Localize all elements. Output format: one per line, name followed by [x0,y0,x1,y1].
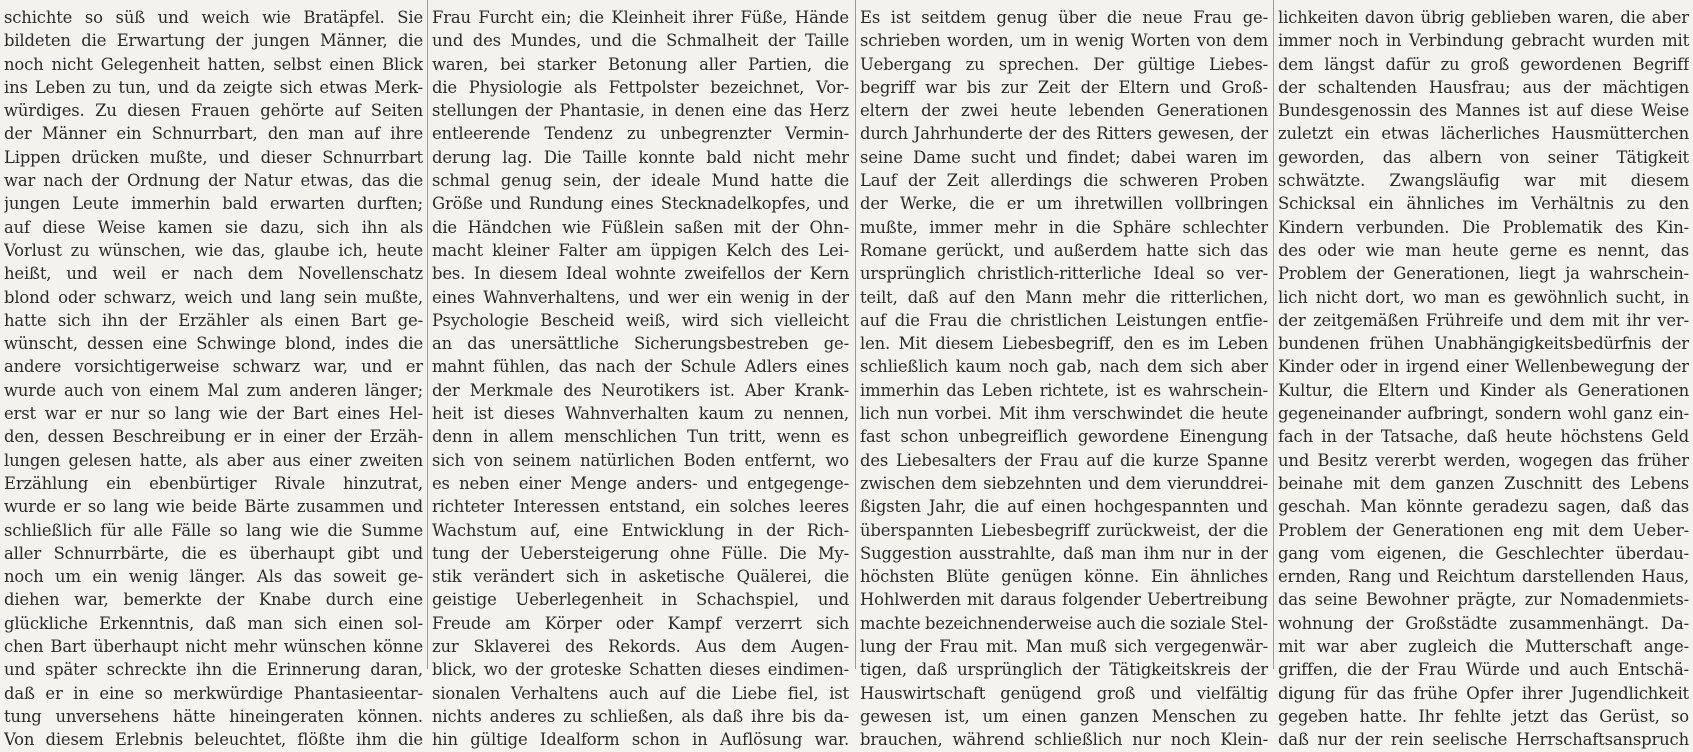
text-line: dem längst dafür zu groß gewordenen Begriff [1278,54,1689,74]
text-line: mit war aber zugleich die Mutterschaft ange- [1278,637,1689,657]
text-line: wohnung der Großstädte zusammenhängt. Da- [1278,613,1689,633]
text-line: denn in allem menschlichen Tun tritt, wenn es [432,427,849,447]
text-line: erst war er nur so lang wie der Bart eines Hel- [4,404,423,424]
text-line: eines Wahnverhaltens, und wer ein wenig in der [432,287,849,307]
text-line: und später schreckte ihn die Erinnerung daran, [4,660,423,680]
text-line: mußte, immer mehr in die Sphäre schlechter [860,217,1268,237]
text-line: daß er in eine so merkwürdige Phantasieentar- [4,683,423,703]
text-line: eltern der zwei heute lebenden Generationen [860,101,1268,121]
text-line: chen Bart überhaupt nicht mehr wünschen könne [4,637,423,657]
text-line: begriff war bis zur Zeit der Eltern und Groß- [860,77,1268,97]
text-line: Lippen drücken mußte, und dieser Schnurrbart [4,147,423,167]
text-line: schließlich kaum noch gab, nach dem sich aber [860,357,1268,377]
text-line: wurde auch von einem Mal zum anderen länger; [4,380,423,400]
text-line: Uebergang zu sprechen. Der gültige Liebes- [860,54,1268,74]
text-line: hin gültige Idealform schon in Auflösung war. [432,730,849,750]
text-line: Romane gerückt, und außerdem hatte sich das [860,240,1268,260]
text-line: durch Jahrhunderte der des Ritters gewesen, der [860,124,1268,144]
text-line: stellungen der Phantasie, in denen eine das Herz [432,101,849,121]
text-line: mahnt fühlen, das nach der Schule Adlers eines [432,357,849,377]
text-line: würdiges. Zu diesen Frauen gehörte auf Seiten [4,101,423,121]
text-line: teilt, daß auf den Mann mehr die ritterlichen, [860,287,1268,307]
text-line: es neben einer Menge anders- und entgegenge- [432,473,849,493]
text-line: des oder wie man heute gerne es nennt, das [1278,240,1689,260]
text-line: zur Sklaverei des Rekords. Aus dem Augen- [432,637,849,657]
text-line: tung der Uebersteigerung ohne Fülle. Die My- [432,543,849,563]
text-line: wurde er so lang wie beide Bärte zusammen und [4,497,423,517]
text-line: gegeben hatte. Ihr fehlte jetzt das Gerüst, so [1278,706,1689,726]
text-line: und Besitz vererbt werden, wogegen das früher [1278,450,1689,470]
text-line: gegeneinander aufbringt, sondern wohl ganz ein- [1278,404,1689,424]
text-line: glückliche Erkenntnis, daß man sich einen sol- [4,613,423,633]
text-line: bildeten die Erwartung der jungen Männer, die [4,31,423,51]
text-line: tung unversehens hätte hineingeraten können. [4,706,423,726]
text-line: Von diesem Erlebnis beleuchtet, flößte ihm die [4,730,423,750]
text-line: Erzählung ein ebenbürtiger Rivale hinzutrat, [4,473,423,493]
text-line: lung der Frau mit. Man muß sich vergegenwär- [860,637,1268,657]
text-line: immerhin das Leben richtete, ist es wahrschein- [860,380,1268,400]
text-line: richteter Interessen entstand, ein solches leeres [432,497,849,517]
text-line: stik verändert sich in asketische Quälerei, die [432,567,849,587]
text-line: Problem der Generationen eng mit dem Ueber- [1278,520,1689,540]
text-line: waren, bei starker Betonung aller Partien, die [432,54,849,74]
text-line: der Männer ein Schnurrbart, den man auf ihre [4,124,423,144]
text-line: lich nicht dort, wo man es gewöhnlich sucht, in [1278,287,1689,307]
text-line: lungen gelesen hatte, als aber aus einer zweiten [4,450,423,470]
text-line: aller Schnurrbärte, die es überhaupt gibt und [4,543,423,563]
text-line: Hohlwerden mit daraus folgender Uebertreibung [860,590,1268,610]
column-rule [427,0,428,669]
text-line: Schicksal ein ähnliches im Verhältnis zu den [1278,194,1689,214]
text-line: immer noch in Verbindung gebracht wurden mit [1278,31,1689,51]
text-line: brauchen, während schließlich nur noch Klein- [860,730,1268,750]
text-line: lichkeiten davon übrig geblieben waren, die aber [1278,8,1689,27]
text-line: hatte sich ihn der Erzähler als einen Bart ge- [4,310,423,330]
text-line: überspannten Liebesbegriff zurückweist, der die [860,520,1268,540]
text-line: bundenen frühen Unabhängigkeitsbedürfnis der [1278,334,1689,354]
text-line: schließlich für alle Fälle so lang wie die Summe [4,520,423,540]
text-line: Kinder oder in irgend einer Wellenbewegung der [1278,357,1689,377]
text-line: an das unersättliche Sicherungsbestreben ge- [432,334,849,354]
text-line: der Werke, die er um ihretwillen vollbringen [860,194,1268,214]
text-line: entleerende Tendenz zu unbegrenzter Vermin- [432,124,849,144]
text-line: gang vom eigenen, die Geschlechter überdau- [1278,543,1689,563]
text-line: Vorlust zu wünschen, wie das, glaube ich, heute [4,240,423,260]
text-line: Kindern verbunden. Die Problematik des Kin- [1278,217,1689,237]
text-line: diehen war, bemerkte der Knabe durch eine [4,590,423,610]
text-line: Psychologie Bescheid weiß, wird sich vielleicht [432,310,849,330]
text-line: wünscht, dessen eine Schwinge blond, indes die [4,334,423,354]
text-line: auf die Frau die christlichen Leistungen entfie- [860,310,1268,330]
text-line: daß nur der rein seelische Herrschaftsanspruch [1278,730,1689,750]
text-line: der schaltenden Hausfrau; aus der mächtigen [1278,77,1689,97]
text-line: len. Mit diesem Liebesbegriff, den es im Leben [860,334,1268,354]
text-line: tigen, daß ursprünglich der Tätigkeitskreis der [860,660,1268,680]
text-line: nichts anderes zu schließen, als daß ihre bis da- [432,706,849,726]
text-line: war nach der Ordnung der Natur etwas, das die [4,171,423,191]
column-rule [1273,0,1274,669]
text-line: und des Mundes, und die Schmalheit der Taille [432,31,849,51]
text-line: die Händchen wie Füßlein saßen mit der Ohn- [432,217,849,237]
text-line: noch nicht Gelegenheit hatten, selbst einen Blick [4,54,423,74]
text-line: schwätzte. Zwangsläufig war mit diesem [1278,171,1689,191]
text-line: geistige Ueberlegenheit in Schachspiel, und [432,590,849,610]
text-line: bes. In diesem Ideal wohnte zweifellos der Kern [432,264,849,284]
text-line: Bundesgenossin des Mannes ist auf diese Weise [1278,101,1689,121]
text-line: seine Dame sucht und findet; dabei waren im [860,147,1268,167]
text-line: griffen, die der Frau Würde und auch Entschä- [1278,660,1689,680]
text-line: ursprünglich christlich-ritterliche Ideal so ver- [860,264,1268,284]
text-line: Lauf der Zeit allerdings die schweren Proben [860,171,1268,191]
text-line: sionalen Verhaltens auch auf die Liebe fiel, ist [432,683,849,703]
text-line: digung für das frühe Opfer ihrer Jugendlichkeit [1278,683,1689,703]
text-line: der Merkmale des Neurotikers ist. Aber Krank- [432,380,849,400]
text-line: jungen Leute immerhin bald erwarten durften; [4,194,423,214]
column-rule [855,0,856,669]
text-line: der zeitgemäßen Frühreife und dem mit ihr ver- [1278,310,1689,330]
text-line: Kultur, die Eltern und Kinder als Generationen [1278,380,1689,400]
text-column-1 [4,6,423,752]
text-line: lich nun vorbei. Mit ihm verschwindet die heute [860,404,1268,424]
text-column-2 [432,6,849,752]
text-line: das seine Bewohner prägte, zur Nomadenmiets- [1278,590,1689,610]
text-line: auf diese Weise kamen sie dazu, sich ihn als [4,217,423,237]
text-line: des Liebesalters der Frau auf die kurze Spanne [860,450,1268,470]
text-line: fast schon unbegreiflich gewordene Einengung [860,427,1268,447]
text-line: derung lag. Die Taille konnte bald nicht mehr [432,147,849,167]
text-line: zwischen dem siebzehnten und dem vierunddrei- [860,473,1268,493]
text-line: macht kleiner Falter am üppigen Kelch des Lei- [432,240,849,260]
text-line: geworden, das albern von seiner Tätigkeit [1278,147,1689,167]
text-line: blond oder schwarz, weich und lang sein mußte, [4,287,423,307]
text-line: blick, wo der groteske Schatten dieses eindimen- [432,660,849,680]
text-line: ins Leben zu tun, und da zeigte sich etwas Merk- [4,77,423,97]
text-line: sich von seinem natürlichen Boden entfernt, wo [432,450,849,470]
text-column-4 [1278,6,1689,752]
text-line: die Physiologie als Fettpolster bezeichnet, Vor- [432,77,849,97]
text-line: geschah. Man könnte geradezu sagen, daß das [1278,497,1689,517]
text-line: beinahe mit dem ganzen Zuschnitt des Lebens [1278,473,1689,493]
text-line: gewesen ist, um einen ganzen Menschen zu [860,706,1268,726]
text-line: Frau Furcht ein; die Kleinheit ihrer Füße, Hände [432,8,849,27]
text-line: Problem der Generationen, liegt ja wahrschein- [1278,264,1689,284]
text-line: zuletzt ein etwas lächerliches Hausmütterchen [1278,124,1689,144]
text-line: Es ist seitdem genug über die neue Frau ge- [860,8,1268,27]
text-line: Suggestion ausstrahlte, daß man ihm nur in der [860,543,1268,563]
text-line: heit ist dieses Wahnverhalten kaum zu nennen, [432,404,849,424]
text-line: schmal genug sein, der ideale Mund hatte die [432,171,849,191]
text-line: den, dessen Beschreibung er in einer der Erzäh- [4,427,423,447]
text-line: ernden, Rang und Reichtum darstellenden Haus, [1278,567,1689,587]
text-line: machte bezeichnenderweise auch die soziale Stel- [860,613,1268,633]
text-line: schrieben worden, um in wenig Worten von dem [860,31,1268,51]
text-line: ßigsten Jahr, die auf einen hochgespannten und [860,497,1268,517]
text-line: Größe und Rundung eines Stecknadelkopfes, und [432,194,849,214]
text-line: andere vorsichtigerweise schwarz war, und er [4,357,423,377]
text-column-3 [860,6,1268,752]
text-line: noch um ein wenig länger. Als das soweit ge- [4,567,423,587]
text-line: heißt, und weil er nach dem Novellenschatz [4,264,423,284]
text-line: fach in der Tatsache, daß heute höchstens Geld [1278,427,1689,447]
text-line: Hauswirtschaft genügend groß und vielfältig [860,683,1268,703]
text-line: Wachstum auf, eine Entwicklung in der Rich- [432,520,849,540]
text-line: schichte so süß und weich wie Bratäpfel. Sie [4,8,423,27]
text-line: höchsten Blüte genügen könne. Ein ähnliches [860,567,1268,587]
text-line: Freude am Körper oder Kampf verzerrt sich [432,613,849,633]
